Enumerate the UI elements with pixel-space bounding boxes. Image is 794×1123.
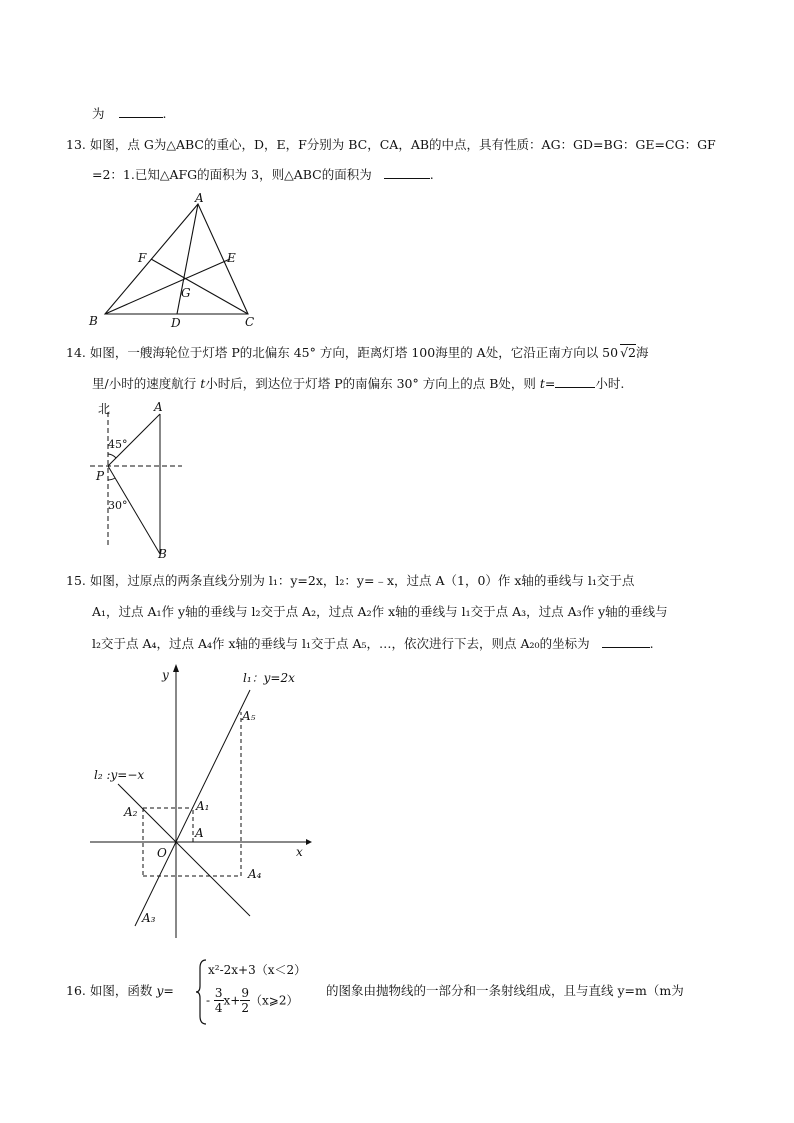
angle-arc-45 — [108, 454, 116, 458]
label-north: 北 — [98, 402, 111, 416]
answer-blank — [384, 167, 430, 179]
q14-line2: 里/小时的速度航行 t小时后，到达位于灯塔 P的南偏东 30° 方向上的点 B处，则 t= 小时. — [92, 376, 625, 391]
median-be — [105, 259, 230, 314]
answer-blank — [602, 636, 650, 648]
angle-45-label: 45° — [108, 438, 128, 451]
q15-line3: l₂交于点 A₄，过点 A₄作 x轴的垂线与 l₁交于点 A₅，…，依次进行下去，则点 A₂₀的坐标为 . — [92, 636, 654, 651]
q14-lighthouse-figure — [88, 398, 198, 563]
label-a: A — [195, 191, 204, 205]
label-d: D — [171, 316, 181, 330]
fraction-3-4: $\frac{3}{4}$ — [214, 986, 223, 1015]
label-c: C — [245, 315, 255, 329]
label-g: G — [181, 286, 191, 300]
case-2: - $\frac{3}{4}$ x+ $\frac{9}{2}$ （x⩾2） — [206, 986, 299, 1015]
label-b: B — [158, 547, 167, 561]
median-cf — [151, 259, 248, 314]
label-a: A — [154, 400, 163, 414]
q15-coordinate-figure — [90, 660, 320, 945]
q13-line1: 13. 如图，点 G为△ABC的重心，D，E，F分别为 BC，CA，AB的中点，具有性质：AG：GD=BG：GE=CG：GF — [66, 137, 716, 152]
label-a1: A₁ — [196, 799, 210, 813]
label-p: P — [96, 469, 105, 483]
fraction-9-2: $\frac{9}{2}$ — [241, 986, 249, 1015]
label-y: y — [162, 668, 169, 682]
label-a5: A₅ — [242, 709, 256, 723]
q15-line1: 15. 如图，过原点的两条直线分别为 l₁：y=2x，l₂：y=﹣x，过点 A（1，0）作 x轴的垂线与 l₁交于点 — [66, 573, 635, 588]
answer-blank — [119, 106, 163, 118]
answer-blank — [555, 376, 595, 388]
label-a2: A₂ — [124, 805, 138, 819]
x-axis-arrow — [306, 839, 312, 845]
q13-triangle-figure — [85, 192, 265, 332]
q16-rest: 的图象由抛物线的一部分和一条射线组成，且与直线 y=m（m为 — [326, 983, 684, 998]
q14-line1: 14. 如图，一艘海轮位于灯塔 P的北偏东 45° 方向，距离灯塔 100海里的 A处，它沿正南方向以 50 √2海 — [66, 345, 649, 360]
q13-line2: =2：1.已知△AFG的面积为 3，则△ABC的面积为 . — [92, 167, 434, 182]
angle-30-label: 30° — [108, 499, 128, 512]
label-e: E — [227, 251, 236, 265]
q16-intro: 16. 如图，函数 y= — [66, 983, 174, 998]
sqrt-2: √2 — [620, 345, 636, 360]
label-o: O — [157, 846, 167, 860]
label-f: F — [138, 251, 147, 265]
label-b: B — [89, 314, 98, 328]
label-a4: A₄ — [248, 867, 262, 881]
q12-tail: 为 . — [92, 106, 167, 121]
q15-line2: A₁，过点 A₁作 y轴的垂线与 l₂交于点 A₂，过点 A₂作 x轴的垂线与 l₁交于点 A₃，过点 A₃作 y轴的垂线与 — [92, 604, 668, 619]
label-x: x — [296, 845, 303, 859]
angle-arc-30 — [108, 478, 115, 480]
y-axis-arrow — [173, 664, 179, 672]
label-a3: A₃ — [142, 911, 156, 925]
label-l1: l₁：y=2x — [243, 671, 295, 685]
label-a: A — [195, 826, 204, 840]
line-l2 — [118, 784, 250, 916]
case-1: x²-2x+3（x＜2） — [208, 963, 307, 977]
label-l2: l₂ :y=−x — [94, 768, 145, 782]
